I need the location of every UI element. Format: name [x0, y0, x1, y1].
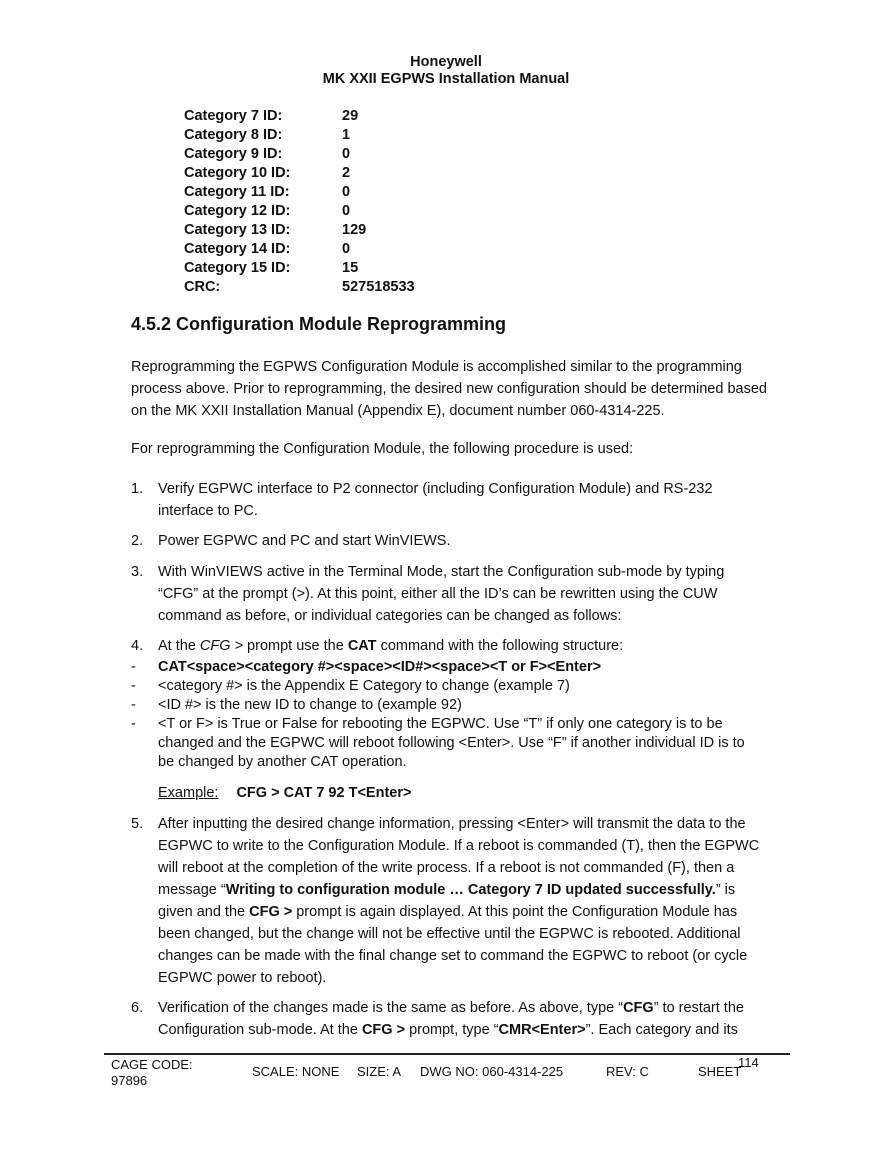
category-value: 15 — [342, 260, 359, 276]
cfg-command: CFG — [623, 1000, 654, 1016]
step-number: 3. — [131, 564, 144, 580]
structure-text: <category #> is the Appendix E Category to change (example 7) — [158, 678, 570, 694]
cfg-prompt: CFG > — [249, 904, 293, 920]
crc-label: CRC: — [184, 279, 221, 295]
size-field: SIZE: A — [357, 1064, 402, 1079]
cage-code-value: 97896 — [111, 1073, 148, 1088]
status-message: Writing to configuration module … Category 7 ID updated successfully. — [225, 882, 716, 898]
category-label: Category 8 ID: — [184, 127, 283, 143]
step-number: 4. — [131, 638, 144, 654]
intro-paragraph: Reprogramming the EGPWS Configuration Module is accomplished similar to the programming process above. Prior to reprogramming, the desired new configuration should be determined based on the MK XXII Installation Manual (Appendix E), document number 060-4314-225. — [131, 359, 767, 419]
sheet-number: 114 — [738, 1055, 759, 1070]
section-heading: 4.5.2 Configuration Module Reprogramming — [131, 314, 507, 334]
cat-command: CAT — [347, 638, 377, 654]
dash-marker: - — [131, 697, 136, 713]
cmr-command: CMR<Enter> — [498, 1022, 586, 1038]
cage-code-label: CAGE CODE: — [111, 1057, 193, 1072]
cfg-prompt: CFG > — [199, 638, 244, 654]
dash-marker: - — [131, 659, 136, 675]
step-text: Verification of the changes made is the same as before. As above, type “CFG” to restart the Configuration sub-mode. At the CFG > prompt, type “CMR<Enter>”. Each category and its — [158, 1000, 744, 1038]
step-text: At the CFG > prompt use the CAT command with the following structure: — [158, 638, 624, 654]
step-text: With WinVIEWS active in the Terminal Mode, start the Configuration sub-mode by typing “CFG” at the prompt (>). At this point, either all the ID’s can be rewritten using the CUW command as before, or individual categories can be changed as follows: — [158, 564, 725, 624]
header-company: Honeywell — [410, 54, 482, 70]
footer-divider — [104, 1053, 790, 1055]
step-text: After inputting the desired change information, pressing <Enter> will transmit the data to the EGPWC to write to the Configuration Module. If a reboot is commanded (T), then the EGPWC will reboot at the completion of the write process. If a reboot is not commanded (F), then a message “Writing to configuration module … Category 7 ID updated successfully.” is given and the CFG > prompt is again displayed. At this point the Configuration Module has been changed, but the change will not be effective until the EGPWC is rebooted. Additional changes can be made with the final change set to command the EGPWC to reboot (or cycle EGPWC power to reboot). — [158, 816, 760, 986]
dash-marker: - — [131, 678, 136, 694]
procedure-intro: For reprogramming the Configuration Module, the following procedure is used: — [131, 441, 634, 457]
example-line — [158, 785, 411, 801]
category-value: 0 — [342, 203, 351, 219]
step-text: Power EGPWC and PC and start WinVIEWS. — [158, 533, 451, 549]
category-value: 0 — [342, 146, 351, 162]
step-number: 2. — [131, 533, 144, 549]
step-number: 5. — [131, 816, 144, 832]
example-label: Example: — [158, 785, 219, 801]
step-text: Verify EGPWC interface to P2 connector (including Configuration Module) and RS-232 interface to PC. — [158, 481, 713, 519]
category-value: 2 — [342, 165, 351, 181]
step-number: 6. — [131, 1000, 144, 1016]
category-label: Category 15 ID: — [184, 260, 291, 276]
cfg-prompt: CFG > — [361, 1022, 406, 1038]
category-label: Category 11 ID: — [184, 184, 290, 200]
category-label: Category 7 ID: — [184, 108, 283, 124]
category-label: Category 14 ID: — [184, 241, 291, 257]
dash-marker: - — [131, 716, 136, 732]
step-number: 1. — [131, 481, 144, 497]
category-value: 129 — [342, 222, 367, 238]
drawing-number: DWG NO: 060-4314-225 — [420, 1064, 564, 1079]
sheet-label: SHEET — [698, 1064, 742, 1079]
command-syntax: CAT<space><category #><space><ID#><space><T or F><Enter> — [158, 659, 602, 675]
category-value: 1 — [342, 127, 351, 143]
category-value: 29 — [342, 108, 359, 124]
header-manual-title: MK XXII EGPWS Installation Manual — [322, 71, 570, 87]
category-label: Category 12 ID: — [184, 203, 291, 219]
structure-text: <T or F> is True or False for rebooting the EGPWC. Use “T” if only one category is to be changed and the EGPWC will reboot following <Enter>. Use “F” if another individual ID is to be changed by another CAT operation. — [158, 716, 745, 770]
example-command: CFG > CAT 7 92 T<Enter> — [236, 785, 412, 801]
revision-field: REV: C — [606, 1064, 649, 1079]
category-label: Category 9 ID: — [184, 146, 283, 162]
category-label: Category 10 ID: — [184, 165, 291, 181]
scale-field: SCALE: NONE — [252, 1064, 340, 1079]
category-value: 0 — [342, 184, 351, 200]
crc-value: 527518533 — [342, 279, 415, 295]
structure-text: <ID #> is the new ID to change to (example 92) — [158, 697, 462, 713]
category-label: Category 13 ID: — [184, 222, 291, 238]
category-value: 0 — [342, 241, 351, 257]
